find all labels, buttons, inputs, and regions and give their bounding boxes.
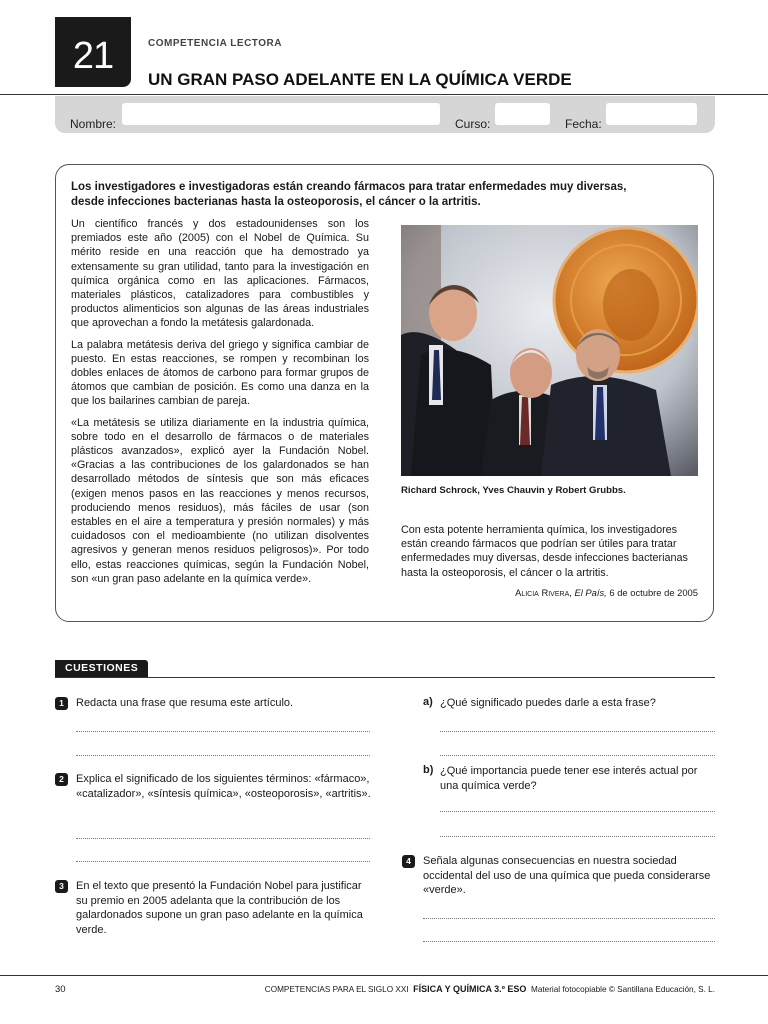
answer-line[interactable] bbox=[440, 811, 715, 812]
page-number: 30 bbox=[55, 984, 66, 995]
student-info-bar bbox=[55, 96, 715, 133]
page-title: UN GRAN PASO ADELANTE EN LA QUÍMICA VERDE bbox=[148, 70, 572, 89]
answer-line[interactable] bbox=[440, 755, 715, 756]
article-source bbox=[401, 587, 698, 598]
footer-subject: FÍSICA Y QUÍMICA 3.º ESO bbox=[413, 984, 527, 994]
header-divider bbox=[0, 94, 768, 95]
source-author: Alicia Rivera, bbox=[515, 587, 572, 598]
sub-question-letter: b) bbox=[423, 764, 434, 776]
question-number: 1 bbox=[55, 697, 68, 710]
course-label: Curso: bbox=[455, 117, 491, 131]
question-number: 2 bbox=[55, 773, 68, 786]
article-side-text: Con esta potente herramienta química, los investigadores están creando fármacos que podrían ser útiles para tratar enfermedades muy diversas, desde infecciones bacterianas hasta la osteoporosis, el cáncer o la artritis. bbox=[401, 524, 688, 579]
article-body bbox=[71, 217, 369, 593]
sub-question-letter: a) bbox=[423, 696, 433, 708]
source-publication: El País, bbox=[574, 587, 607, 598]
article-lead: Los investigadores e investigadoras están creando fármacos para tratar enfermedades muy diversas, desde infecciones bacterianas hasta la osteoporosis, el cáncer o la artritis. bbox=[71, 181, 627, 208]
question-text: Redacta una frase que resuma este artículo. bbox=[76, 697, 294, 709]
unit-number: 21 bbox=[72, 35, 114, 77]
question-text: Explica el significado de los siguientes términos: «fármaco», «catalizador», «síntesis química», «osteoporosis», «artritis». bbox=[76, 773, 371, 800]
section-label: COMPETENCIA LECTORA bbox=[148, 38, 282, 49]
answer-line[interactable] bbox=[76, 861, 370, 862]
article-paragraph-2: La palabra metátesis deriva del griego y significa cambiar de puesto. En estas reacciones, se rompen y recombinan los dobles enlaces de átomos de carbono para formar grupos de átomos que cambian de posición. Es como una danza en la que los bailarines cambian de pareja. bbox=[71, 338, 369, 408]
course-field[interactable] bbox=[495, 103, 550, 125]
unit-number-badge bbox=[55, 17, 131, 87]
photo-caption: Richard Schrock, Yves Chauvin y Robert Grubbs. bbox=[401, 485, 626, 496]
footer-divider bbox=[0, 975, 768, 976]
source-date: 6 de octubre de 2005 bbox=[609, 587, 698, 598]
answer-line[interactable] bbox=[76, 755, 370, 756]
question-text: En el texto que presentó la Fundación Nobel para justificar su premio en 2005 adelanta que la contribución de los galardonados supone un gran paso adelante en la química verde. bbox=[76, 880, 363, 936]
date-field[interactable] bbox=[606, 103, 697, 125]
article-paragraph-3: «La metátesis se utiliza diariamente en la industria química, sobre todo en el desarrollo de fármacos o de materiales plásticos avanzados», explicó ayer la Fundación Nobel. «Gracias a las contribuciones de los galardonados se han desarrollado métodos de síntesis que son más eficaces (exigen menos pasos en las reacciones y menos recursos, produciendo menos residuos), más fáciles de usar (son estables en el aire a temperatura y presión normales) y más cuidadosos con el medioambiente (no utilizan disolventes agresivos y generan menos residuos peligrosos)». Por todo ello, estas reacciones químicas, según la Fundación Nobel, son «un gran paso adelante en la química verde». bbox=[71, 416, 369, 585]
questions-divider bbox=[55, 677, 715, 678]
question-text: Señala algunas consecuencias en nuestra sociedad occidental del uso de una química que pueda considerarse «verde». bbox=[423, 855, 711, 896]
name-field[interactable] bbox=[122, 103, 440, 125]
name-label: Nombre: bbox=[70, 117, 117, 131]
answer-line[interactable] bbox=[423, 941, 715, 942]
answer-line[interactable] bbox=[76, 838, 370, 839]
answer-line[interactable] bbox=[423, 918, 715, 919]
footer-credits bbox=[255, 984, 715, 994]
sub-question-text: ¿Qué importancia puede tener ese interés actual por una química verde? bbox=[440, 765, 698, 792]
footer-collection: COMPETENCIAS PARA EL SIGLO XXI bbox=[264, 985, 409, 994]
sub-question-text: ¿Qué significado puedes darle a esta frase? bbox=[440, 697, 656, 709]
questions-header: CUESTIONES bbox=[55, 660, 148, 677]
nobel-laureates-photo bbox=[401, 225, 698, 476]
answer-line[interactable] bbox=[440, 836, 715, 837]
date-label: Fecha: bbox=[565, 117, 602, 131]
answer-line[interactable] bbox=[76, 731, 370, 732]
article-paragraph-1: Un científico francés y dos estadounidenses son los premiados este año (2005) con el Nobel de Química. Su mérito reside en una reacción que ha demostrado ya extensamente su gran utilidad, tanto para la investigación en química orgánica como en las aplicaciones. Fármacos, materiales plásticos, catalizadores para combustibles y productos alimenticios son algunas de las áreas industriales que aprovechan a fondo la metátesis galardonada. bbox=[71, 218, 369, 330]
question-number: 3 bbox=[55, 880, 68, 893]
answer-line[interactable] bbox=[440, 731, 715, 732]
footer-copyright: Material fotocopiable © Santillana Educación, S. L. bbox=[531, 985, 715, 994]
question-number: 4 bbox=[402, 855, 415, 868]
